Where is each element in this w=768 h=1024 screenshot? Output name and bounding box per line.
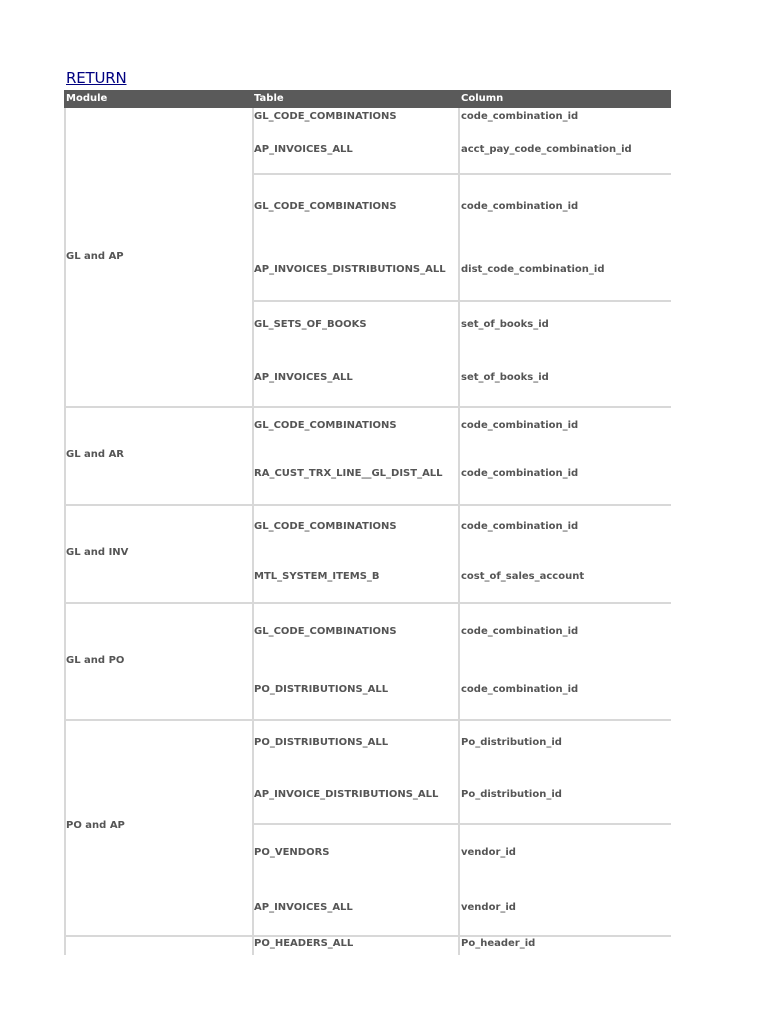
- column-cell: set_of_books_id: [461, 372, 549, 383]
- module-cell: PO and AP: [66, 820, 125, 831]
- column-cell: code_combination_id: [461, 468, 579, 479]
- header-module: Module: [66, 93, 108, 104]
- column-cell: dist_code_combination_id: [461, 264, 605, 275]
- table-cell: GL_SETS_OF_BOOKS: [254, 319, 367, 330]
- pair-divider: [252, 173, 671, 175]
- header-table: Table: [254, 93, 284, 104]
- module-cell: GL and INV: [66, 547, 129, 558]
- column-cell: code_combination_id: [461, 111, 579, 122]
- column-cell: code_combination_id: [461, 684, 579, 695]
- group-divider: [64, 935, 671, 937]
- table-cell: PO_DISTRIBUTIONS_ALL: [254, 684, 389, 695]
- return-link[interactable]: RETURN: [66, 69, 127, 87]
- column-divider-2: [458, 935, 460, 955]
- table-cell: RA_CUST_TRX_LINE__GL_DIST_ALL: [254, 468, 443, 479]
- table-cell: GL_CODE_COMBINATIONS: [254, 111, 397, 122]
- column-cell: code_combination_id: [461, 201, 579, 212]
- column-divider-2: [458, 719, 460, 935]
- column-cell: code_combination_id: [461, 626, 579, 637]
- column-cell: code_combination_id: [461, 420, 579, 431]
- group-divider: [64, 602, 671, 604]
- column-cell: Po_distribution_id: [461, 789, 562, 800]
- column-cell: Po_distribution_id: [461, 737, 562, 748]
- relationship-table: [64, 90, 671, 955]
- table-cell: PO_HEADERS_ALL: [254, 938, 354, 949]
- column-divider-2: [458, 406, 460, 504]
- table-cell: GL_CODE_COMBINATIONS: [254, 201, 397, 212]
- module-cell: GL and AR: [66, 449, 125, 460]
- column-cell: acct_pay_code_combination_id: [461, 144, 632, 155]
- group-divider: [64, 504, 671, 506]
- pair-divider: [252, 823, 671, 825]
- group-divider: [64, 406, 671, 408]
- table-cell: AP_INVOICE_DISTRIBUTIONS_ALL: [254, 789, 439, 800]
- column-divider-1: [252, 504, 254, 602]
- table-cell: AP_INVOICES_ALL: [254, 372, 353, 383]
- column-cell: code_combination_id: [461, 521, 579, 532]
- column-divider-2: [458, 108, 460, 406]
- column-divider-2: [458, 602, 460, 719]
- table-cell: MTL_SYSTEM_ITEMS_B: [254, 571, 380, 582]
- column-cell: Po_header_id: [461, 938, 536, 949]
- column-cell: cost_of_sales_account: [461, 571, 585, 582]
- column-divider-2: [458, 504, 460, 602]
- column-cell: set_of_books_id: [461, 319, 549, 330]
- table-cell: GL_CODE_COMBINATIONS: [254, 521, 397, 532]
- pair-divider: [252, 300, 671, 302]
- table-cell: GL_CODE_COMBINATIONS: [254, 420, 397, 431]
- column-cell: vendor_id: [461, 902, 516, 913]
- header-column: Column: [461, 93, 504, 104]
- module-cell: GL and AP: [66, 251, 124, 262]
- table-header-row: [64, 90, 671, 108]
- table-cell: PO_VENDORS: [254, 847, 330, 858]
- table-cell: AP_INVOICES_ALL: [254, 902, 353, 913]
- table-cell: PO_DISTRIBUTIONS_ALL: [254, 737, 389, 748]
- module-cell: GL and PO: [66, 655, 125, 666]
- column-cell: vendor_id: [461, 847, 516, 858]
- group-divider: [64, 719, 671, 721]
- column-divider-1: [252, 602, 254, 719]
- table-cell: AP_INVOICES_DISTRIBUTIONS_ALL: [254, 264, 446, 275]
- table-cell: GL_CODE_COMBINATIONS: [254, 626, 397, 637]
- table-cell: AP_INVOICES_ALL: [254, 144, 353, 155]
